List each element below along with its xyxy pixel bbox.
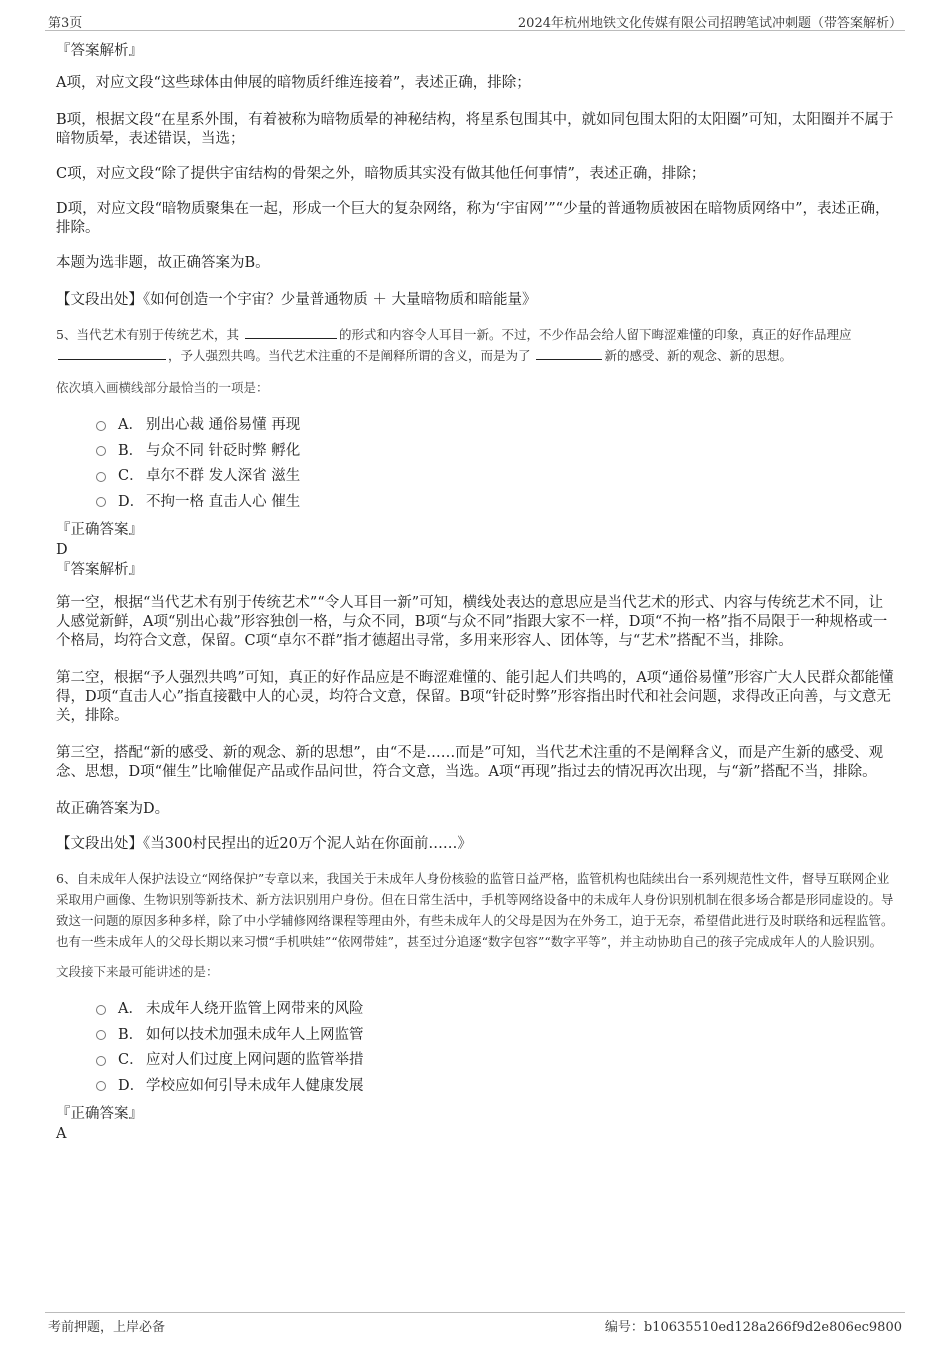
blank-line-1 <box>245 324 337 339</box>
source-citation: 【文段出处】《当300村民捏出的近20万个泥人站在你面前……》 <box>56 836 472 852</box>
document-title: 2024年杭州地铁文化传媒有限公司招聘笔试冲刺题（带答案解析） <box>517 16 902 31</box>
correct-answer: A <box>56 1126 67 1142</box>
radio-icon[interactable] <box>96 1005 106 1015</box>
option-b[interactable]: B． 如何以技术加强未成年人上网监管 <box>96 1021 896 1047</box>
page-footer <box>45 1312 905 1337</box>
radio-icon[interactable] <box>96 1030 106 1040</box>
radio-icon[interactable] <box>96 497 106 507</box>
page-number: 第3页 <box>48 16 83 31</box>
analysis-label: 『答案解析』 <box>56 562 143 578</box>
option-a[interactable]: A． 别出心裁 通俗易懂 再现 <box>96 411 896 437</box>
radio-icon[interactable] <box>96 472 106 482</box>
correct-answer-label: 『正确答案』 <box>56 522 143 538</box>
blank-line-3 <box>536 345 602 360</box>
radio-icon[interactable] <box>96 446 106 456</box>
analysis-label: 『答案解析』 <box>56 43 143 59</box>
conclusion: 故正确答案为D。 <box>56 801 170 817</box>
analysis-paragraph: 第三空，搭配“新的感受、新的观念、新的思想”，由“不是……而是”可知，当代艺术注重的不是阐释含义，而是产生新的感受、观念、思想，D项“催生”比喻催促产品或作品问世，符合文意，当选。A项“再现”指过去的情况再次出现，与“新”搭配不当，排除。 <box>56 745 884 780</box>
correct-answer-label: 『正确答案』 <box>56 1106 143 1122</box>
radio-icon[interactable] <box>96 1056 106 1066</box>
question-6-stem: 6、自未成年人保护法设立“网络保护”专章以来，我国关于未成年人身份核验的监管日益严格，监管机构也陆续出台一系列规范性文件，督导互联网企业采取用户画像、生物识别等新技术、新方法识别用户身份。但在日常生活中，手机等网络设备中的未成年人身份识别机制在很多场合都是形同虚设的。导致这一问题的原因多种多样，除了中小学辅修网络课程等理由外，有些未成年人的父母是因为在外务工，迫于无奈，希望借此进行及时联络和远程监管。也有一些未成年人的父母长期以来习惯“手机哄娃”“依网带娃”，甚至过分追逐“数字包容”“数字平等”，并主动协助自己的孩子完成成年人的人脸识别。 <box>56 871 894 949</box>
conclusion: 本题为选非题，故正确答案为B。 <box>56 255 270 271</box>
source-citation: 【文段出处】《如何创造一个宇宙？少量普通物质 ＋ 大量暗物质和暗能量》 <box>56 292 537 308</box>
radio-icon[interactable] <box>96 421 106 431</box>
page-header <box>45 10 905 31</box>
analysis-paragraph: C项，对应文段“除了提供宇宙结构的骨架之外，暗物质其实没有做其他任何事情”，表述正确，排除； <box>56 166 706 182</box>
document-body <box>56 42 896 1145</box>
footer-slogan: 考前押题，上岸必备 <box>48 1320 166 1335</box>
correct-answer: D <box>56 542 68 558</box>
analysis-paragraph: D项，对应文段“暗物质聚集在一起，形成一个巨大的复杂网络，称为‘宇宙网’”“少量的普通物质被困在暗物质网络中”，表述正确，排除。 <box>56 201 890 236</box>
option-d[interactable]: D． 不拘一格 直击人心 催生 <box>96 488 896 514</box>
option-b[interactable]: B． 与众不同 针砭时弊 孵化 <box>96 437 896 463</box>
question-5-prompt: 依次填入画横线部分最恰当的一项是： <box>56 380 269 395</box>
option-d[interactable]: D． 学校应如何引导未成年人健康发展 <box>96 1072 896 1098</box>
document-id: 编号：b10635510ed128a266f9d2e806ec9800 <box>604 1320 902 1335</box>
question-6-options <box>96 995 896 1097</box>
analysis-paragraph: A项，对应文段“这些球体由伸展的暗物质纤维连接着”，表述正确，排除； <box>56 75 531 91</box>
analysis-paragraph: B项，根据文段“在星系外围，有着被称为暗物质晕的神秘结构，将星系包围其中，就如同包围太阳的太阳圈”可知，太阳圈并不属于暗物质晕，表述错误，当选； <box>56 112 894 147</box>
option-c[interactable]: C． 卓尔不群 发人深省 滋生 <box>96 462 896 488</box>
analysis-paragraph: 第二空，根据“予人强烈共鸣”可知，真正的好作品应是不晦涩难懂的、能引起人们共鸣的，A项“通俗易懂”形容广大人民群众都能懂得，D项“直击人心”指直接戳中人的心灵，均符合文意，保留。B项“针砭时弊”形容指出时代和社会问题，求得改正向善，与文意无关，排除。 <box>56 670 894 724</box>
question-5-stem: 5、当代艺术有别于传统艺术，其 的形式和内容令人耳目一新。不过，不少作品会给人留下晦涩难懂的印象，真正的好作品理应 ，予人强烈共鸣。当代艺术注重的不是阐释所谓的含义，而是为了 新的感受、新的观念、新的思想。 <box>56 324 896 366</box>
option-c[interactable]: C． 应对人们过度上网问题的监管举措 <box>96 1046 896 1072</box>
radio-icon[interactable] <box>96 1081 106 1091</box>
blank-line-2 <box>58 345 166 360</box>
analysis-paragraph: 第一空，根据“当代艺术有别于传统艺术”“令人耳目一新”可知，横线处表达的意思应是当代艺术的形式、内容与传统艺术不同，让人感觉新鲜，A项“别出心裁”形容独创一格，与众不同，B项“与众不同”指跟大家不一样，D项“不拘一格”指不局限于一种规格或一个格局，均符合文意，保留。C项“卓尔不群”指才德超出寻常，多用来形容人、团体等，与“艺术”搭配不当，排除。 <box>56 595 888 649</box>
option-a[interactable]: A． 未成年人绕开监管上网带来的风险 <box>96 995 896 1021</box>
question-5-options <box>96 411 896 513</box>
question-6-prompt: 文段接下来最可能讲述的是： <box>56 964 219 979</box>
